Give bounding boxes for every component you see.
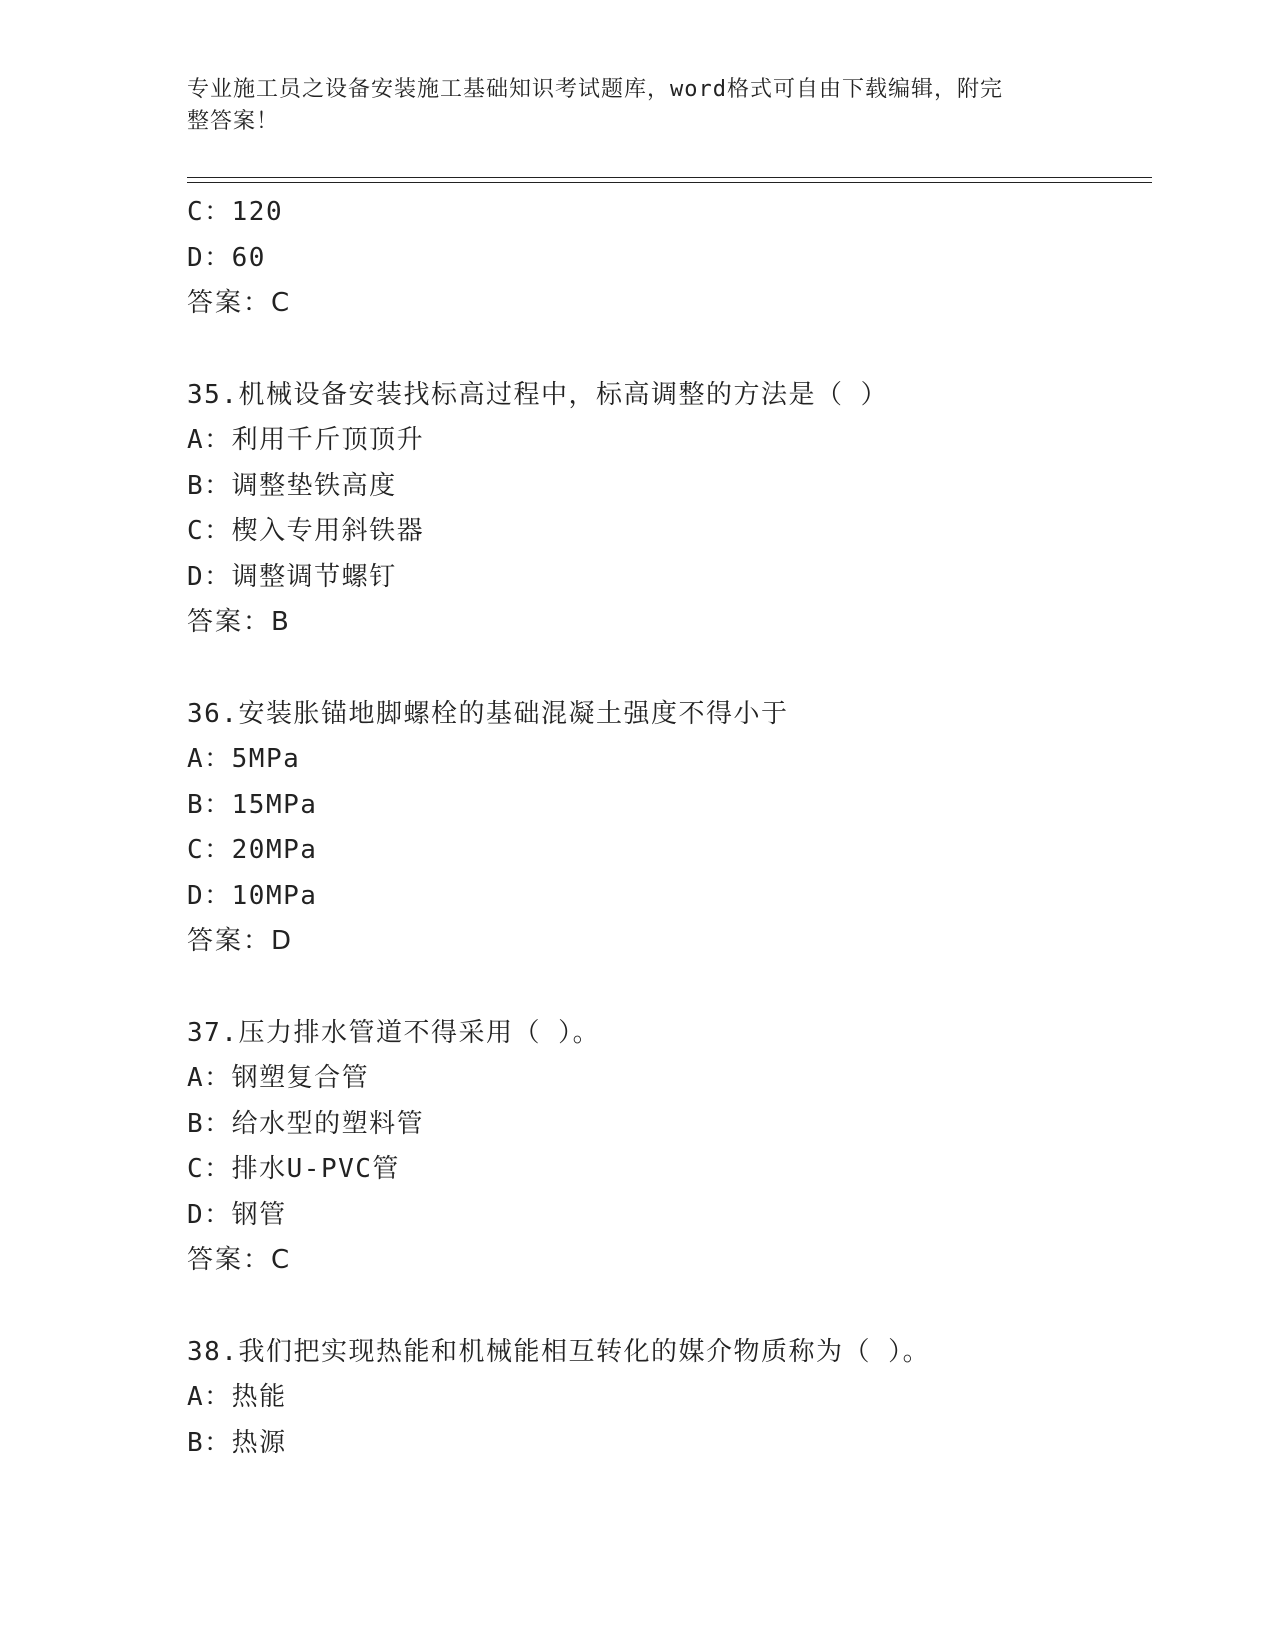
document-header bbox=[187, 74, 1067, 138]
option-a bbox=[187, 418, 1152, 464]
option-text: 20MPa bbox=[231, 835, 318, 865]
question-38 bbox=[187, 1330, 1152, 1467]
question-stem: 36.安装胀锚地脚螺栓的基础混凝土强度不得小于 bbox=[187, 698, 789, 729]
question-stem: 37.压力排水管道不得采用（ ）。 bbox=[187, 1017, 601, 1048]
option-a bbox=[187, 737, 1152, 783]
header-title-line-2: 整答案！ bbox=[187, 109, 280, 134]
option-b bbox=[187, 1421, 1152, 1467]
option-text: 热能 bbox=[231, 1382, 287, 1412]
option-label: A： bbox=[187, 1382, 232, 1412]
option-label: A： bbox=[187, 425, 232, 455]
option-label: A： bbox=[187, 1063, 232, 1093]
option-label: C： bbox=[187, 835, 232, 865]
carryover-block bbox=[187, 190, 1152, 327]
option-text: 10MPa bbox=[231, 880, 318, 911]
option-c bbox=[187, 1147, 1152, 1193]
option-label: B： bbox=[187, 1108, 232, 1139]
option-label: C： bbox=[187, 1154, 232, 1184]
option-c bbox=[187, 828, 1152, 874]
question-36 bbox=[187, 692, 1152, 965]
option-d bbox=[187, 555, 1152, 601]
option-b bbox=[187, 1102, 1152, 1148]
option-d bbox=[187, 236, 1152, 282]
option-text: 热源 bbox=[231, 1427, 287, 1458]
option-label: A： bbox=[187, 744, 232, 774]
header-title-line-1: 专业施工员之设备安装施工基础知识考试题库，word格式可自由下载编辑，附完 bbox=[187, 77, 1003, 102]
option-text: 60 bbox=[231, 242, 266, 273]
answer-line: 答案：D bbox=[187, 926, 294, 956]
option-text: 调整垫铁高度 bbox=[231, 470, 397, 501]
option-a bbox=[187, 1375, 1152, 1421]
option-label: C： bbox=[187, 197, 232, 227]
option-label: D： bbox=[187, 880, 232, 911]
option-a bbox=[187, 1056, 1152, 1102]
option-text: 利用千斤顶顶升 bbox=[231, 425, 425, 455]
spacer bbox=[187, 327, 1152, 373]
option-text: 钢管 bbox=[231, 1199, 287, 1230]
option-text: 5MPa bbox=[231, 744, 301, 774]
header-divider-bottom bbox=[187, 182, 1152, 183]
option-text: 调整调节螺钉 bbox=[231, 561, 397, 592]
question-stem: 35.机械设备安装找标高过程中，标高调整的方法是（ ） bbox=[187, 379, 889, 410]
question-list bbox=[187, 190, 1152, 1466]
header-divider-top bbox=[187, 177, 1152, 178]
answer-line: 答案：C bbox=[187, 288, 292, 318]
option-c bbox=[187, 190, 1152, 236]
option-c bbox=[187, 509, 1152, 555]
option-d bbox=[187, 874, 1152, 920]
option-b bbox=[187, 464, 1152, 510]
option-label: B： bbox=[187, 470, 232, 501]
option-label: D： bbox=[187, 242, 232, 273]
option-text: 排水U-PVC管 bbox=[231, 1154, 400, 1184]
question-35 bbox=[187, 373, 1152, 646]
option-label: D： bbox=[187, 561, 232, 592]
option-b bbox=[187, 783, 1152, 829]
option-d bbox=[187, 1193, 1152, 1239]
option-text: 15MPa bbox=[231, 789, 318, 820]
question-37 bbox=[187, 1011, 1152, 1284]
option-label: B： bbox=[187, 789, 232, 820]
answer-line: 答案：B bbox=[187, 607, 291, 637]
option-text: 给水型的塑料管 bbox=[231, 1108, 425, 1139]
option-label: C： bbox=[187, 516, 232, 546]
question-stem: 38.我们把实现热能和机械能相互转化的媒介物质称为（ ）。 bbox=[187, 1336, 931, 1367]
option-text: 楔入专用斜铁器 bbox=[231, 516, 425, 546]
option-label: B： bbox=[187, 1427, 232, 1458]
spacer bbox=[187, 646, 1152, 692]
spacer bbox=[187, 965, 1152, 1011]
answer-line: 答案：C bbox=[187, 1245, 292, 1275]
option-text: 120 bbox=[231, 197, 284, 227]
option-text: 钢塑复合管 bbox=[231, 1063, 370, 1093]
option-label: D： bbox=[187, 1199, 232, 1230]
spacer bbox=[187, 1284, 1152, 1330]
